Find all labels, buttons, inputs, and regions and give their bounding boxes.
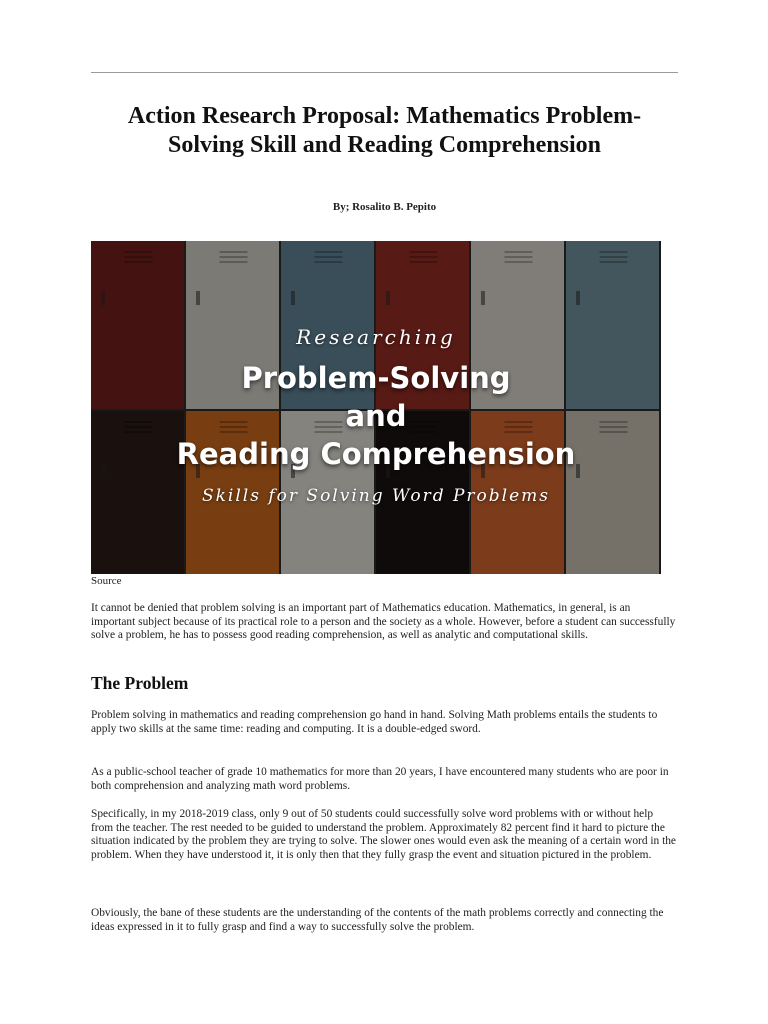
- intro-paragraph: It cannot be denied that problem solving is an important part of Mathematics education. Mathematics, in general, is an important subject because of its practical role to a person and the society as a whole. However, before a student can successfully solve a problem, he has to possess good reading comprehension, as well as analytic and computational skills.: [91, 602, 676, 641]
- hero-line-skills: Skills for Solving Word Problems: [201, 486, 551, 506]
- problem-paragraph-2: As a public-school teacher of grade 10 mathematics for more than 20 years, I have encountered many students who are poor in both comprehension and analyzing math word problems.: [91, 766, 669, 792]
- problem-paragraph-1: Problem solving in mathematics and reading comprehension go hand in hand. Solving Math problems entails the students to apply two skills at the same time: reading and computing. It is a double-edged sword.: [91, 709, 658, 735]
- image-caption: Source: [91, 575, 122, 587]
- hero-line-researching: Researching: [296, 325, 456, 349]
- header-divider: [91, 72, 678, 73]
- hero-line-problem-solving: Problem-Solving: [241, 361, 511, 395]
- hero-line-reading-comprehension: Reading Comprehension: [176, 437, 576, 471]
- section-heading: The Problem: [91, 673, 189, 693]
- problem-paragraph-3: Specifically, in my 2018-2019 class, only 9 out of 50 students could successfully solve word problems with or without help from the teacher. The rest needed to be guided to understand the problem. Approximately 82 percent find it hard to picture the situation indicated by the problem they are trying to solve. The slower ones would even ask the meaning of a certain word in the problem. When they have understood it, it is only then that they fully grasp the event and situation pictured in the problem.: [91, 808, 676, 861]
- hero-overlay-text: [91, 241, 661, 574]
- hero-line-and: and: [345, 399, 407, 433]
- hero-image: [91, 241, 661, 574]
- problem-paragraph-4: Obviously, the bane of these students are the understanding of the contents of the math problems correctly and connecting the ideas expressed in it to fully grasp and find a way to successfully solve the problem.: [91, 907, 664, 933]
- author-byline: By; Rosalito B. Pepito: [332, 201, 437, 213]
- document-title: Action Research Proposal: Mathematics Problem-Solving Skill and Reading Comprehension: [127, 103, 642, 158]
